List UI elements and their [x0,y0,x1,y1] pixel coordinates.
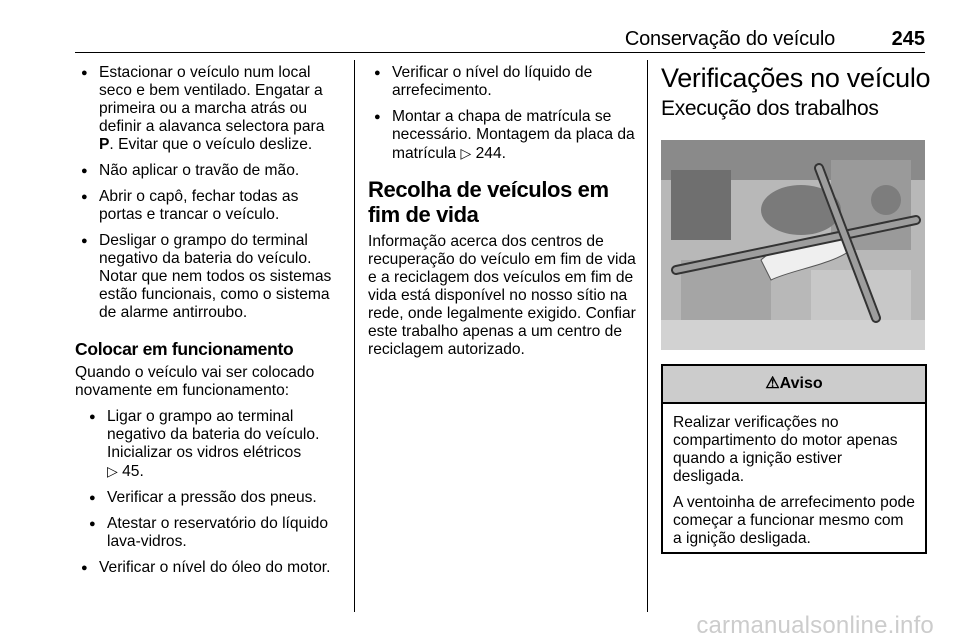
column-1 [75,64,343,585]
page-reference-icon[interactable]: ▷ [460,145,472,161]
list-item: ● Estacionar o veículo num local seco e bem ventilado. Engatar a primeira ou a marcha atrás ou definir a alavanca selectora para P. Evitar que o veículo deslize. [75,64,343,154]
list-item: ● Verificar o nível do óleo do motor. [75,559,343,577]
recycling-paragraph: Informação acerca dos centros de recuperação do veículo em fim de vida e a reciclagem dos veículos em fim de vida está disponível no nosso sítio na rede, onde legalmente exigido. Confiar este trabalho apenas a um centro de reciclagem autorizado. [368,233,636,358]
restart-steps-list [83,408,343,577]
warning-body [663,404,925,548]
page-reference[interactable]: 45. [122,463,144,480]
page-title: Conservação do veículo [624,28,835,50]
engine-illustration [661,140,925,350]
list-item: ● Não aplicar o travão de mão. [75,162,343,180]
gear-position-p: P [99,136,110,153]
chapter-title: Verificações no veículo [661,63,931,93]
intro-text: Quando o veículo vai ser colocado novamente em funcionamento: [75,364,315,399]
column-divider-1 [354,60,355,612]
list-item: ● Abrir o capô, fechar todas as portas e trancar o veículo. [75,188,343,224]
page-reference[interactable]: 244. [475,145,506,162]
page-reference-icon[interactable]: ▷ [107,463,118,479]
section-heading: Colocar em funcionamento [75,339,294,359]
section-heading: Recolha de veículos em fim de vida [368,177,609,227]
warning-box [661,364,927,554]
list-item: ● Desligar o grampo do terminal negativo da bateria do veículo. Notar que nem todos os sistemas estão funcionais, como o sistema de alarme antirroubo. [75,232,343,322]
list-item: ● Verificar a pressão dos pneus. [83,489,343,507]
list-item: ● Verificar o nível do líquido de arrefecimento. [368,64,636,100]
list-item: ● Montar a chapa de matrícula se necessário. Montagem da placa da matrícula ▷ 244. [368,108,636,163]
warning-text-1: Realizar verificações no compartimento do motor apenas quando a ignição estiver desligada. [673,414,898,485]
warning-text-2: A ventoinha de arrefecimento pode começar a funcionar mesmo com a ignição desligada. [673,494,915,547]
restart-steps-list-cont [368,64,636,163]
warning-header [663,366,925,404]
list-item: ● Ligar o grampo ao terminal negativo da bateria do veículo. Inicializar os vidros elétricos ▷ 45. [83,408,343,481]
column-divider-2 [647,60,648,612]
page-number: 245 [891,28,925,50]
warning-label: Aviso [779,375,823,392]
warning-triangle-icon: ⚠ [765,375,780,392]
parking-steps-list [75,64,343,322]
watermark: carmanualsonline.info [696,612,934,639]
column-2 [368,64,636,359]
section-subtitle: Execução dos trabalhos [661,97,879,120]
list-item: ● Atestar o reservatório do líquido lava-vidros. [83,515,343,551]
engine-compartment-image [661,140,925,350]
column-3 [661,62,931,134]
page-header [75,28,925,53]
